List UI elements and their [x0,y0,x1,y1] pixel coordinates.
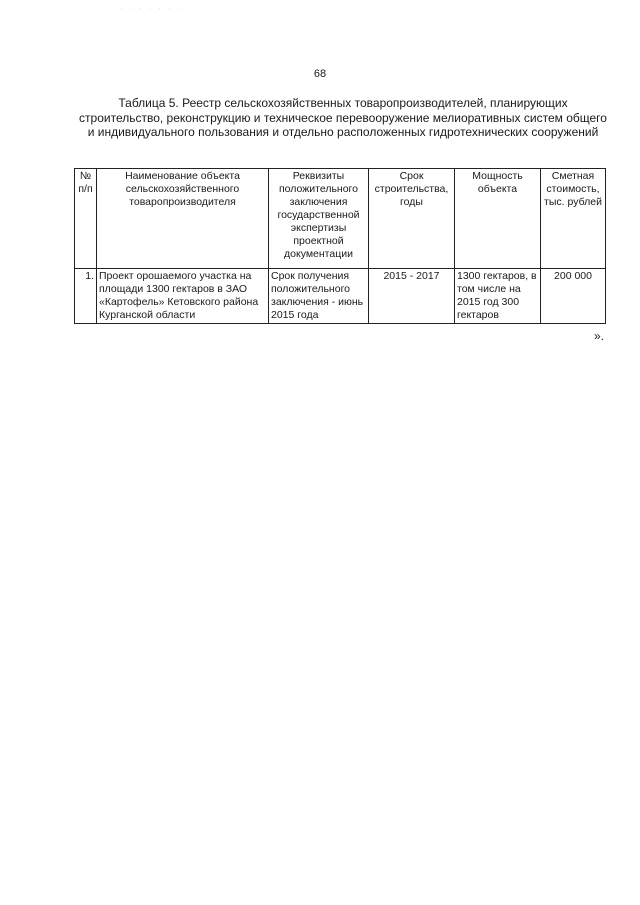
page-number: 68 [313,68,327,80]
closing-quote-mark: ». [594,329,605,343]
row-term: 2015 - 2017 [369,269,455,324]
row-name: Проект орошаемого участка на площади 1300 гектаров в ЗАО «Картофель» Кетовского района Курганской области [97,269,269,324]
table-row [75,269,606,324]
scan-artifact: · · · · · · · [120,6,183,12]
row-num: 1. [75,269,97,324]
table-header-row [75,169,606,269]
header-num: № п/п [75,169,97,269]
header-capacity: Мощность объекта [455,169,541,269]
header-term: Срок строительства, годы [369,169,455,269]
row-capacity: 1300 гектаров, в том числе на 2015 год 300 гектаров [455,269,541,324]
header-cost: Сметная стоимость, тыс. рублей [541,169,606,269]
registry-table [74,168,606,324]
header-requisites: Реквизиты положительного заключения государственной экспертизы проектной документации [269,169,369,269]
row-requisites: Срок получения положительного заключения - июнь 2015 года [269,269,369,324]
header-name: Наименование объекта сельскохозяйственного товаропроизводителя [97,169,269,269]
table-title: Таблица 5. Реестр сельскохозяйственных товаропроизводителей, планирующих строительство, реконструкцию и техническое перевооружение мелиоративных систем общего и индивидуального пользования и отдельно расположенных гидротехнических сооружений [79,96,607,139]
row-cost: 200 000 [541,269,606,324]
